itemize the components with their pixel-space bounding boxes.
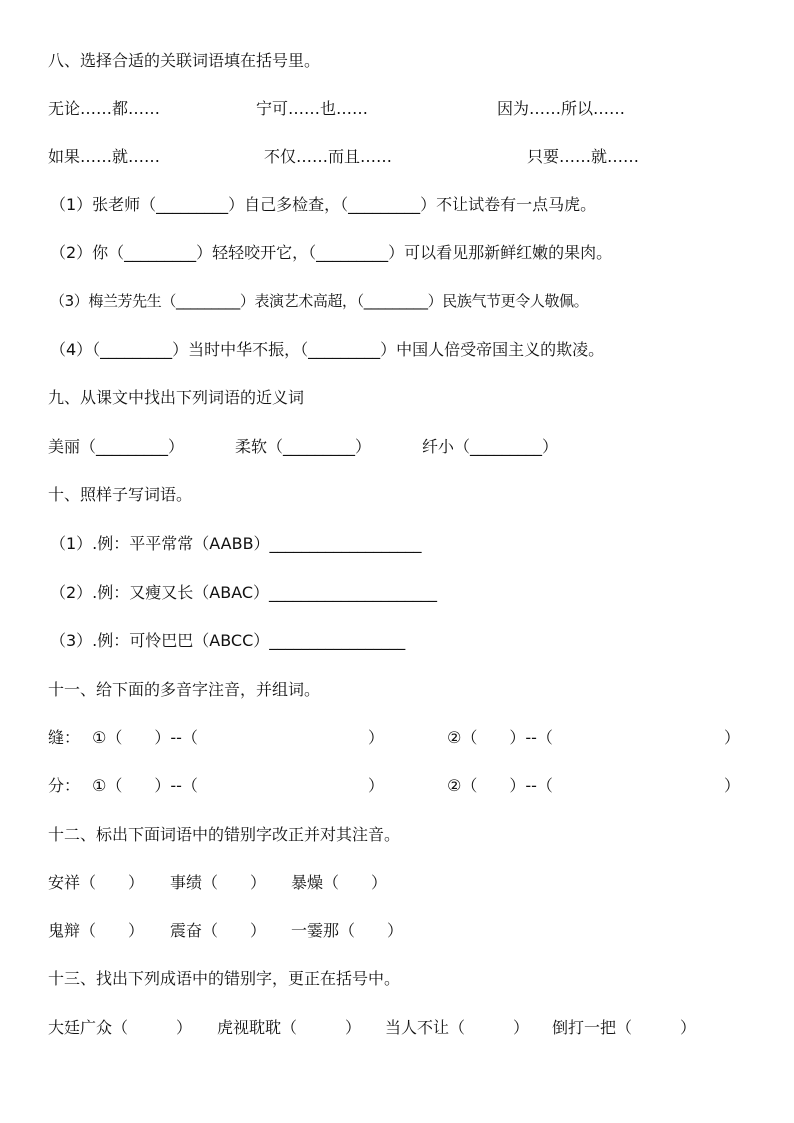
conjunction-word: 不仅……而且……: [264, 147, 393, 166]
section8-question-1: （1）张老师（_________）自己多检查，（_________）不让试卷有一点马虎。: [50, 195, 597, 214]
typo-word: 一霎那（ ）: [291, 921, 404, 940]
section9-heading: 九、从课文中找出下列词语的近义词: [48, 388, 305, 407]
synonym-item: 纤小（_________）: [422, 437, 559, 456]
section10-question-2: （2）.例：又瘦又长（ABAC）_____________________: [50, 583, 438, 602]
conjunction-word: 如果……就……: [48, 147, 161, 166]
section8-question-2: （2）你（_________）轻轻咬开它，（_________）可以看见那新鲜红嫩的果肉。: [50, 243, 613, 262]
typo-word: 暴燥（ ）: [291, 873, 388, 892]
conjunction-word: 宁可……也……: [256, 99, 369, 118]
idiom-item: 虎视耽耽（ ）: [217, 1018, 362, 1037]
conjunction-word: 无论……都……: [48, 99, 161, 118]
typo-word: 鬼辩（ ）: [48, 921, 145, 940]
pinyin-blank-b: ②（ ）--（: [447, 728, 553, 747]
section12-heading: 十二、标出下面词语中的错别字改正并对其注音。: [48, 825, 401, 844]
idiom-item: 倒打一把（ ）: [552, 1018, 697, 1037]
bracket-close: ）: [724, 728, 741, 747]
section10-heading: 十、照样子写词语。: [48, 485, 193, 504]
bracket-close: ）: [368, 728, 385, 747]
bracket-close: ）: [724, 776, 741, 795]
polyphone-char: 分：: [48, 776, 81, 795]
synonym-item: 柔软（_________）: [235, 437, 372, 456]
pinyin-blank-a: ①（ ）--（: [92, 728, 198, 747]
typo-word: 安祥（ ）: [48, 873, 145, 892]
section8-heading: 八、选择合适的关联词语填在括号里。: [48, 51, 321, 70]
typo-word: 震奋（ ）: [170, 921, 267, 940]
idiom-item: 大廷广众（ ）: [48, 1018, 193, 1037]
pinyin-blank-b: ②（ ）--（: [447, 776, 553, 795]
idiom-item: 当人不让（ ）: [385, 1018, 530, 1037]
section13-heading: 十三、找出下列成语中的错别字，更正在括号中。: [48, 969, 401, 988]
section10-question-1: （1）.例：平平常常（AABB）___________________: [50, 534, 422, 553]
section11-heading: 十一、给下面的多音字注音，并组词。: [48, 680, 321, 699]
section8-question-4: （4）（_________）当时中华不振，（_________）中国人倍受帝国主义的欺凌。: [50, 340, 605, 359]
pinyin-blank-a: ①（ ）--（: [92, 776, 198, 795]
synonym-item: 美丽（_________）: [48, 437, 185, 456]
bracket-close: ）: [368, 776, 385, 795]
conjunction-word: 因为……所以……: [497, 99, 626, 118]
conjunction-word: 只要……就……: [527, 147, 640, 166]
section10-question-3: （3）.例：可怜巴巴（ABCC）_________________: [50, 631, 406, 650]
polyphone-char: 缝：: [48, 728, 81, 747]
section8-question-3: （3）梅兰芳先生（_________）表演艺术高超，（_________）民族气节更令人敬佩。: [50, 292, 589, 310]
typo-word: 事绩（ ）: [170, 873, 267, 892]
